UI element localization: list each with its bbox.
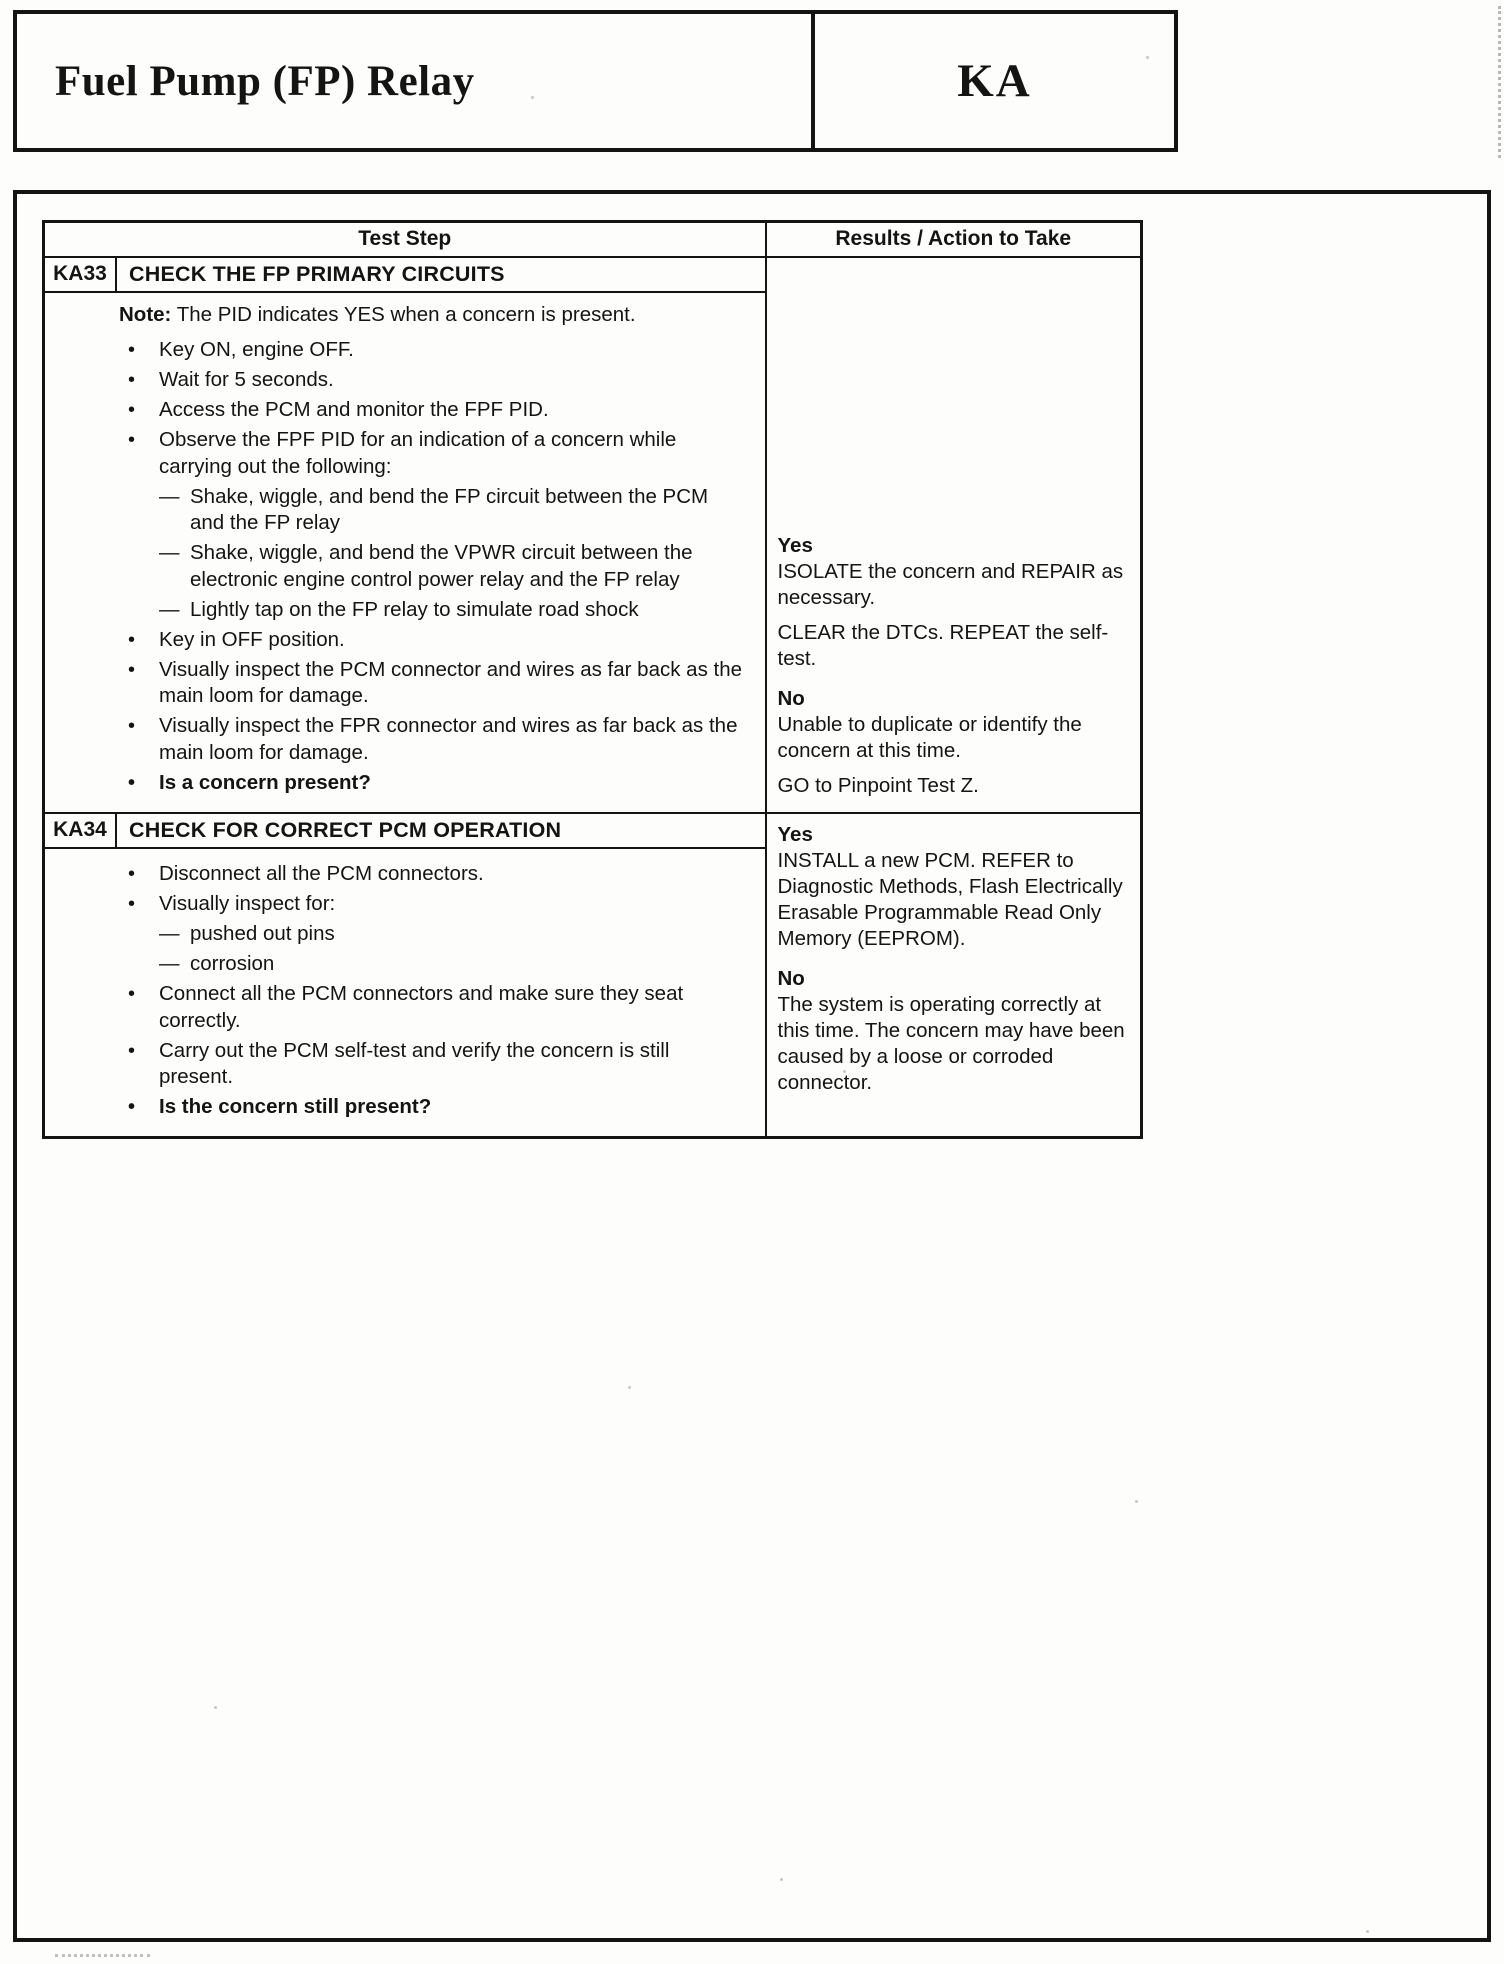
test-ka33-id: KA33 bbox=[45, 258, 117, 291]
result-action: INSTALL a new PCM. REFER to Diagnostic Methods, Flash Electrically Erasable Programmable Read Only Memory (EEPROM). bbox=[777, 848, 1123, 950]
test-ka34-title-cell bbox=[44, 813, 766, 848]
test-substep-item: — Shake, wiggle, and bend the FP circuit between the PCM and the FP relay bbox=[119, 484, 747, 537]
result-label: No bbox=[777, 686, 805, 710]
test-step-item: • Carry out the PCM self-test and verify the concern is still present. bbox=[119, 1038, 747, 1091]
test-ka34-steps-cell bbox=[44, 848, 766, 1138]
result-action: The system is operating correctly at this time. The concern may have been caused by a loose or corroded connector. bbox=[777, 992, 1125, 1094]
test-question-item: • Is the concern still present? bbox=[119, 1094, 747, 1121]
test-ka34-results-cell bbox=[766, 813, 1142, 1138]
test-ka33-results-cell bbox=[766, 257, 1142, 813]
document-title: Fuel Pump (FP) Relay bbox=[55, 57, 475, 105]
note-text: The PID indicates YES when a concern is present. bbox=[171, 302, 636, 326]
test-substep-item: — Lightly tap on the FP relay to simulate road shock bbox=[119, 597, 747, 624]
test-step-item: • Visually inspect for: bbox=[119, 891, 747, 918]
test-step-item: • Disconnect all the PCM connectors. bbox=[119, 861, 747, 888]
scan-speck bbox=[1135, 1500, 1138, 1503]
result-label: Yes bbox=[777, 822, 813, 846]
scan-artifact bbox=[55, 1954, 150, 1957]
result-action: CLEAR the DTCs. REPEAT the self-test. bbox=[777, 620, 1109, 670]
test-step-item: • Key in OFF position. bbox=[119, 627, 747, 654]
test-step-item: • Wait for 5 seconds. bbox=[119, 367, 747, 394]
test-question-item: • Is a concern present? bbox=[119, 770, 747, 797]
scan-speck bbox=[843, 1070, 846, 1073]
table-header-row bbox=[44, 222, 1142, 257]
scan-speck bbox=[1366, 1930, 1369, 1933]
scan-speck bbox=[628, 1386, 631, 1389]
content-frame bbox=[13, 190, 1491, 1942]
result-label: Yes bbox=[777, 533, 813, 557]
test-ka33-title bbox=[45, 258, 765, 291]
test-ka33-title-cell bbox=[44, 257, 766, 292]
test-substep-item: — corrosion bbox=[119, 951, 747, 978]
test-step-item: • Visually inspect the FPR connector and wires as far back as the main loom for damage. bbox=[119, 713, 747, 766]
test-step-list bbox=[119, 861, 747, 1121]
test-substep-item: — Shake, wiggle, and bend the VPWR circuit between the electronic engine control power relay and the FP relay bbox=[119, 540, 747, 593]
test-ka33-title-row bbox=[44, 257, 1142, 292]
result-action: GO to Pinpoint Test Z. bbox=[777, 773, 979, 797]
pinpoint-test-table bbox=[42, 220, 1143, 1139]
test-ka34-title-row bbox=[44, 813, 1142, 848]
document-title-cell bbox=[17, 14, 811, 148]
scan-speck bbox=[1146, 56, 1149, 59]
result-action: ISOLATE the concern and REPAIR as necessary. bbox=[777, 559, 1124, 609]
scan-speck bbox=[780, 1878, 783, 1881]
note-label: Note: bbox=[119, 302, 172, 326]
column-header-test-step: Test Step bbox=[44, 222, 766, 257]
test-ka33-heading: CHECK THE FP PRIMARY CIRCUITS bbox=[129, 261, 505, 286]
section-code: KA bbox=[957, 55, 1032, 107]
test-substep-item: — pushed out pins bbox=[119, 921, 747, 948]
test-step-item: • Access the PCM and monitor the FPF PID. bbox=[119, 397, 747, 424]
result-action: Unable to duplicate or identify the concern at this time. bbox=[777, 712, 1082, 762]
test-ka34-heading: CHECK FOR CORRECT PCM OPERATION bbox=[129, 817, 562, 842]
test-step-item: • Key ON, engine OFF. bbox=[119, 337, 747, 364]
test-step-item: • Visually inspect the PCM connector and wires as far back as the main loom for damage. bbox=[119, 657, 747, 710]
test-ka34-id: KA34 bbox=[45, 814, 117, 847]
scan-speck bbox=[531, 96, 534, 99]
column-header-results: Results / Action to Take bbox=[766, 222, 1142, 257]
section-code-cell bbox=[811, 14, 1174, 148]
scan-artifact bbox=[1498, 6, 1501, 158]
document-header bbox=[13, 10, 1178, 152]
test-note bbox=[119, 302, 747, 329]
scan-speck bbox=[214, 1706, 217, 1709]
result-label: No bbox=[777, 966, 805, 990]
test-step-item: • Observe the FPF PID for an indication of a concern while carrying out the following: bbox=[119, 427, 747, 480]
test-ka33-steps-cell bbox=[44, 292, 766, 813]
test-ka34-title bbox=[45, 814, 765, 847]
test-step-item: • Connect all the PCM connectors and make sure they seat correctly. bbox=[119, 981, 747, 1034]
test-step-list bbox=[119, 337, 747, 796]
